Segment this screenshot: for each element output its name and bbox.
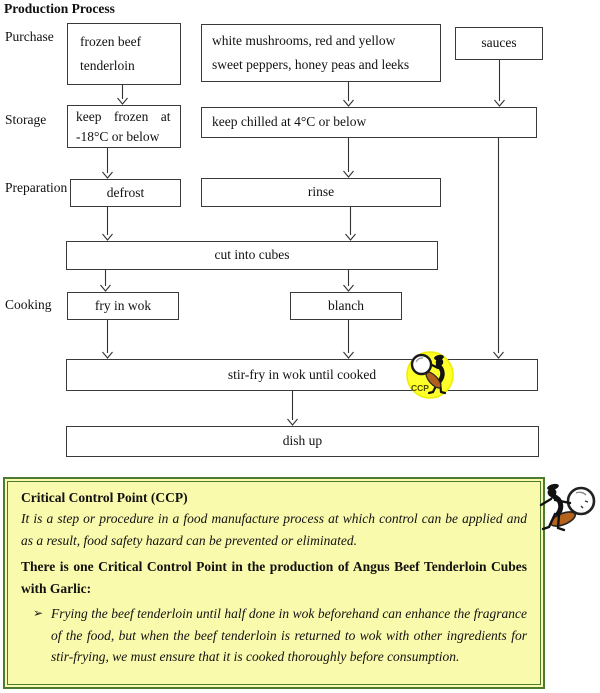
arrow-blanch-to-stirfry	[342, 320, 355, 359]
arrow-sauces-to-keepchilled	[493, 60, 506, 107]
arrow-frozenbeef-to-keepfrozen	[116, 85, 129, 105]
box-text: defrost	[106, 184, 145, 200]
box-text-line: keep frozen at	[76, 108, 171, 124]
page-title: Production Process	[4, 1, 115, 16]
arrow-rinse-to-cut	[344, 207, 357, 241]
flow-box-rinse	[201, 178, 441, 207]
box-text: dish up	[282, 433, 323, 449]
ccp-info-box	[3, 477, 545, 689]
box-text-line: frozen beef	[80, 34, 142, 49]
flow-box-stir-fry	[66, 359, 538, 391]
flow-box-fry-in-wok	[67, 292, 179, 320]
stage-label-cooking: Cooking	[5, 297, 52, 312]
ccp-statement: There is one Critical Control Point in the production of Angus Beef Tenderloin Cubes with Garlic:	[21, 559, 527, 596]
ccp-bullet-item	[21, 603, 527, 668]
box-text: blanch	[328, 297, 364, 313]
arrow-cut-to-blanch	[342, 270, 355, 292]
flow-box-keep-frozen	[67, 105, 181, 148]
arrow-keepchilled-to-rinse	[342, 138, 355, 178]
box-text-line: sweet peppers, honey peas and leeks	[212, 57, 410, 72]
detective-magnifier-icon	[536, 480, 600, 544]
box-text-line: white mushrooms, red and yellow	[212, 33, 396, 48]
box-text: stir-fry in wok until cooked	[227, 366, 377, 382]
arrow-vegetables-to-keepchilled	[342, 82, 355, 107]
box-text-line: tenderloin	[80, 58, 135, 73]
stage-label-storage: Storage	[5, 112, 47, 127]
stage-label-preparation: Preparation	[5, 180, 68, 195]
flow-box-cut-into-cubes	[66, 241, 438, 270]
flow-box-keep-chilled	[201, 107, 537, 138]
arrow-stirfry-to-dishup	[286, 391, 299, 426]
flow-box-blanch	[290, 292, 402, 320]
box-text-line: -18°C or below	[76, 128, 160, 144]
box-text: rinse	[307, 184, 335, 200]
bullet-arrow-icon: ➢	[33, 606, 44, 620]
box-text: cut into cubes	[214, 247, 290, 263]
flow-box-dish-up	[66, 426, 539, 457]
stage-label-purchase: Purchase	[5, 29, 54, 44]
arrow-keepfrozen-to-defrost	[101, 148, 114, 179]
ccp-badge-label: CCP	[411, 383, 429, 393]
arrow-cut-to-fry	[99, 270, 112, 292]
flow-box-sauces	[455, 27, 543, 60]
flow-box-defrost	[70, 179, 181, 207]
ccp-definition: It is a step or procedure in a food manufacture process at which control can be applied and as a result, food safety hazard can be prevented or eliminated.	[21, 511, 527, 548]
ccp-info-inner	[7, 481, 541, 685]
flow-box-frozen-beef-tenderloin	[67, 23, 181, 85]
arrow-keepchilled-to-stirfry	[492, 138, 505, 359]
arrow-defrost-to-cut	[101, 207, 114, 241]
box-text: keep chilled at 4°C or below	[212, 114, 367, 130]
box-text: sauces	[481, 35, 517, 51]
box-text: fry in wok	[94, 297, 152, 313]
ccp-bullet-text: Frying the beef tenderloin until half done in wok beforehand can enhance the fragrance of the food, but when the beef tenderloin is returned to wok with other ingredients for stir-frying, we must ensure that it is cooked thoroughly before consumption.	[51, 606, 527, 664]
ccp-icon	[405, 350, 455, 400]
ccp-heading: Critical Control Point (CCP)	[21, 490, 188, 505]
arrow-fry-to-stirfry	[101, 320, 114, 359]
flow-box-vegetables	[201, 24, 441, 82]
